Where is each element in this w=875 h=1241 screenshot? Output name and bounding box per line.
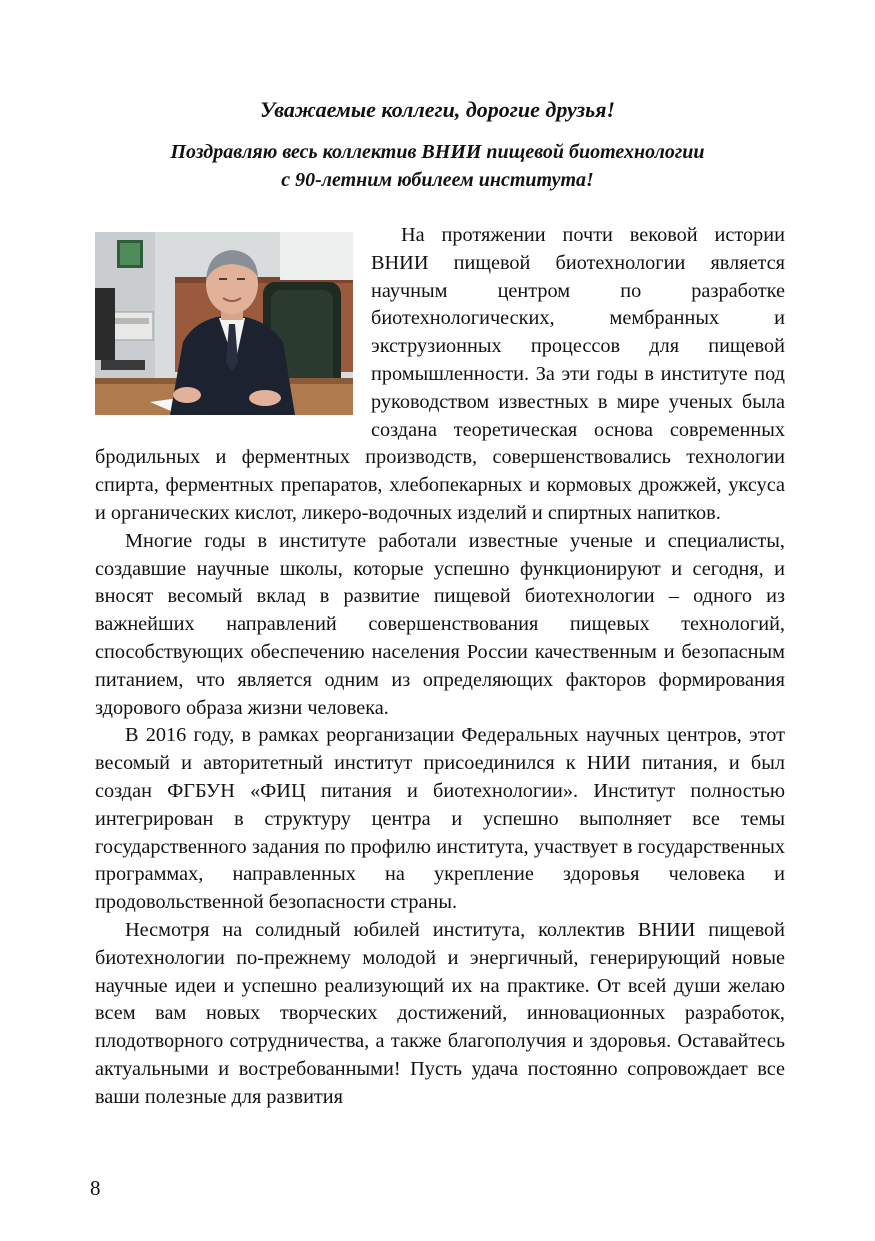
subtitle-line-1: Поздравляю весь коллектив ВНИИ пищевой биотехнологии [170, 141, 705, 163]
subtitle-line-2: с 90-летним юбилеем института! [281, 169, 594, 191]
page-title: Уважаемые коллеги, дорогие друзья! [259, 97, 616, 122]
page-subtitle [100, 138, 775, 194]
paragraph-1: На протяжении почти вековой истории ВНИИ пищевой биотехнологии является научным центром по разработке биотехнологических, мембранных и экструзионных процессов для пищевой промышленности. За эти годы в институте под руководством известных в мире ученых была создана теоретическая основа современных бродильных и ферментных производств, совершенствовались технологии спирта, ферментных препаратов, хлебопекарных и кормовых дрожжей, уксуса и органических кислот, ликеро-водочных изделий и спиртных напитков. [95, 224, 785, 524]
paragraph-4: Несмотря на солидный юбилей института, коллектив ВНИИ пищевой биотехнологии по-прежнему молодой и энергичный, генерирующий новые научные идеи и успешно реализующий их на практике. От всей души желаю всем вам новых творческих достижений, инновационных разработок, плодотворного сотрудничества, а также благополучия и здоровья. Оставайтесь актуальными и востребованными! Пусть удача постоянно сопровождает все ваши полезные для развития [95, 918, 785, 1108]
paragraph-2: Многие годы в институте работали известные ученые и специалисты, создавшие научные школы, которые успешно функционируют и сегодня, и вносят весомый вклад в развитие пищевой биотехнологии – одного из важнейших направлений совершенствования пищевых технологий, способствующих обеспечению населения России качественным и безопасным питанием, что является одним из определяющих факторов формирования здорового образа жизни человека. [95, 529, 785, 719]
paragraph-3: В 2016 году, в рамках реорганизации Федеральных научных центров, этот весомый и авторитетный институт присоединился к НИИ питания, и был создан ФГБУН «ФИЦ питания и биотехнологии». Институт полностью интегрирован в структуру центра и успешно выполняет все темы государственного задания по профилю института, участвует в государственных программах, направленных на укрепление здоровья человека и продовольственной безопасности страны. [95, 724, 785, 914]
page-number: 8 [90, 1176, 101, 1200]
letter-body [95, 222, 785, 1112]
portrait-photo [95, 232, 353, 415]
